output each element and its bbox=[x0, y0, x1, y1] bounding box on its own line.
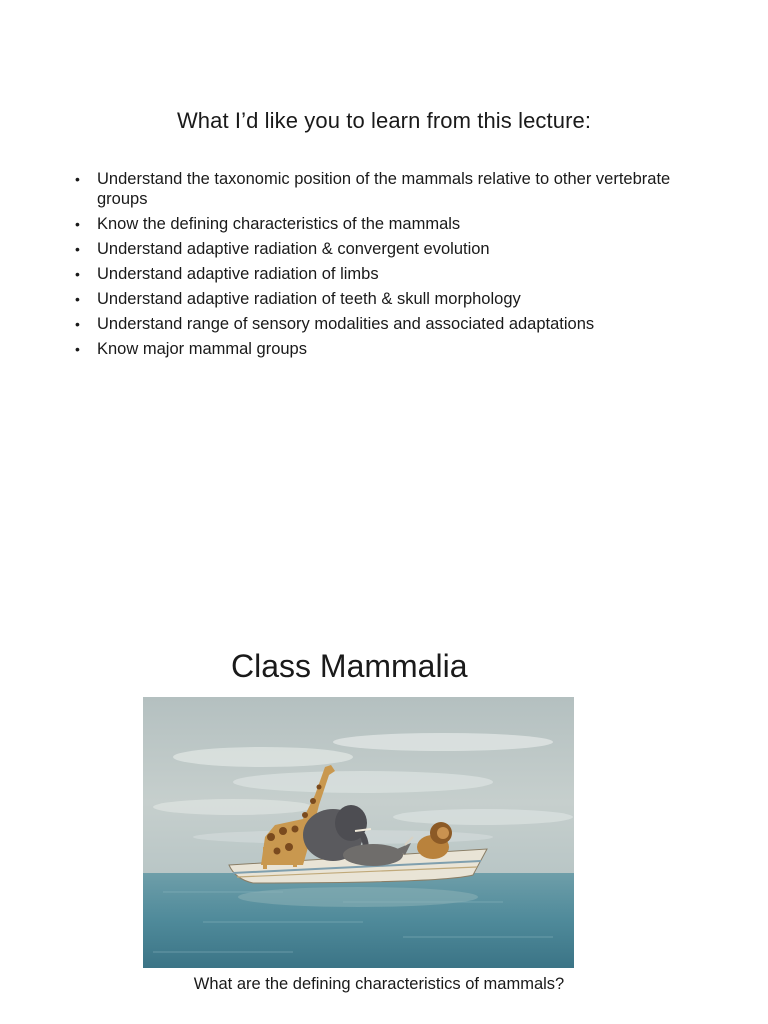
image-caption: What are the defining characteristics of mammals? bbox=[193, 975, 565, 993]
list-item: • Know the defining characteristics of the mammals bbox=[75, 214, 675, 234]
list-item: • Know major mammal groups bbox=[75, 339, 675, 359]
slide-title: What I’d like you to learn from this lecture: bbox=[176, 108, 592, 133]
list-item: • Understand adaptive radiation & convergent evolution bbox=[75, 239, 675, 259]
list-item: • Understand adaptive radiation of teeth & skull morphology bbox=[75, 289, 675, 309]
list-item: • Understand adaptive radiation of limbs bbox=[75, 264, 675, 284]
list-item: • Understand the taxonomic position of the mammals relative to other vertebrate groups bbox=[75, 169, 675, 209]
learning-objectives-list bbox=[75, 169, 675, 364]
list-item: • Understand range of sensory modalities and associated adaptations bbox=[75, 314, 675, 334]
section-title: Class Mammalia bbox=[231, 648, 468, 684]
animals-boat-image bbox=[143, 697, 574, 968]
